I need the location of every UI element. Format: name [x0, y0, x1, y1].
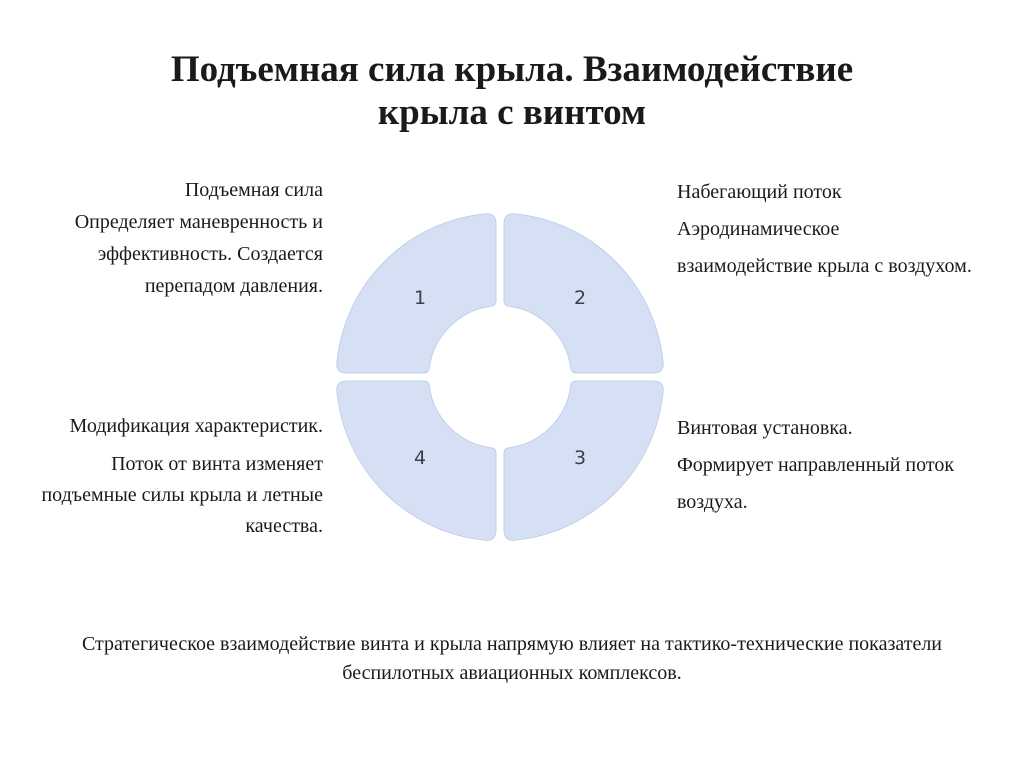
- segment-1-label: 1: [413, 287, 427, 309]
- cycle-diagram-svg: [333, 210, 667, 544]
- segment-2-label: 2: [573, 287, 587, 309]
- block-modification: [30, 408, 323, 542]
- block-propeller-unit-heading: Винтовая установка.: [677, 417, 853, 439]
- slide-title-line-1: Подъемная сила крыла. Взаимодействие: [170, 49, 854, 90]
- footer-summary: Стратегическое взаимодействие винта и крыла напрямую влияет на тактико-технические показатели беспилотных авиационных комплексов.: [81, 633, 943, 684]
- block-oncoming-flow: [677, 174, 977, 285]
- block-oncoming-flow-heading: Набегающий поток: [677, 181, 842, 203]
- block-modification-heading: Модификация характеристик.: [69, 415, 323, 437]
- block-lift-force-heading: Подъемная сила: [184, 179, 323, 201]
- block-propeller-unit: [677, 410, 977, 521]
- slide-title: [60, 48, 964, 134]
- segment-4-label: 4: [413, 447, 427, 469]
- block-propeller-unit-text: Формирует направленный поток воздуха.: [677, 454, 955, 513]
- block-modification-text: Поток от винта изменяет подъемные силы крыла и летные качества.: [41, 453, 323, 537]
- block-oncoming-flow-text: Аэродинамическое взаимодействие крыла с воздухом.: [677, 218, 972, 277]
- slide-title-line-2: крыла с винтом: [377, 92, 647, 133]
- block-lift-force: [60, 174, 323, 302]
- block-lift-force-text: Определяет маневренность и эффективность. Создается перепадом давления.: [74, 211, 323, 297]
- segment-3-label: 3: [573, 447, 587, 469]
- cycle-diagram: [333, 210, 667, 544]
